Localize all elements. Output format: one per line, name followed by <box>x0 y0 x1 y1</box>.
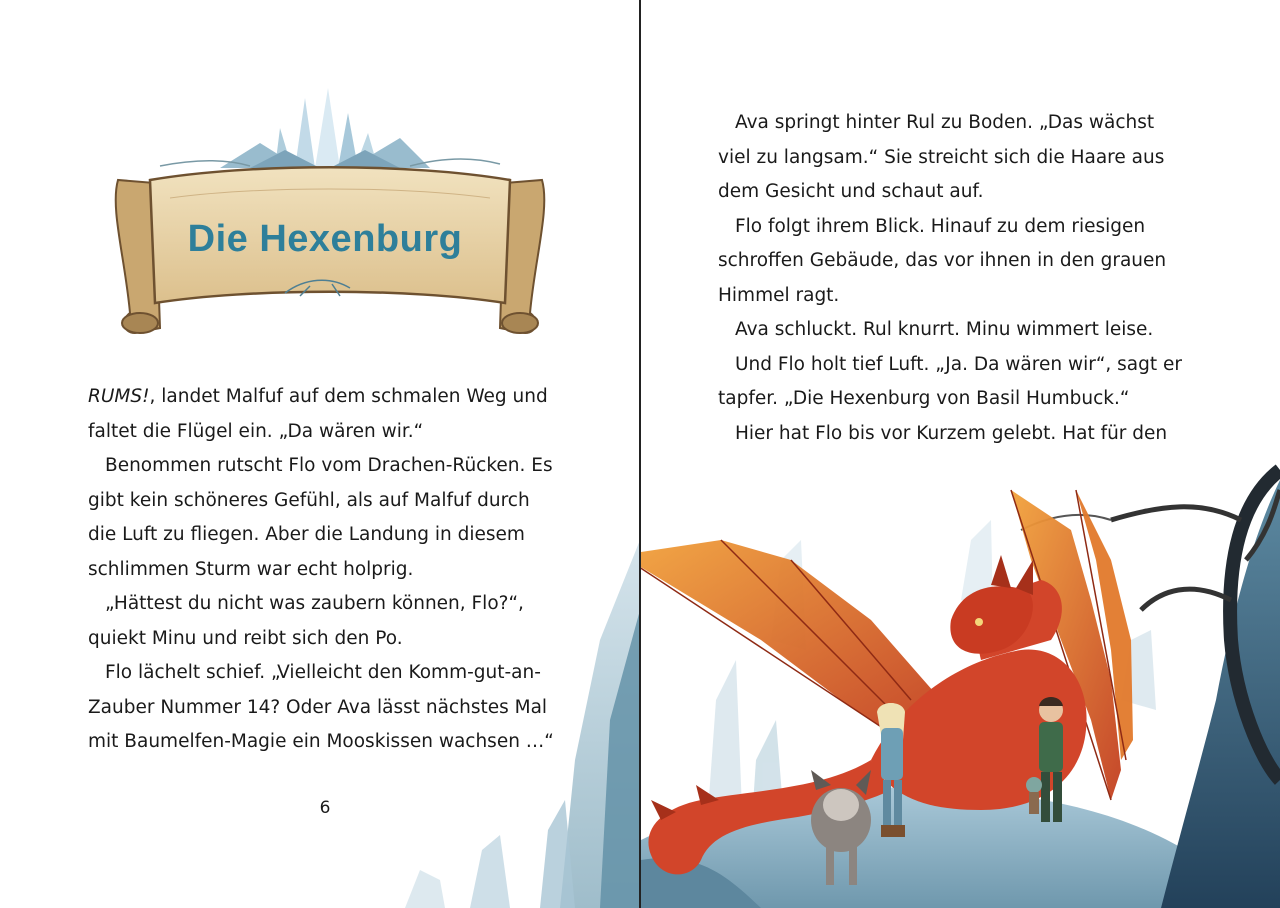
text-line: Ava springt hinter Rul zu Boden. „Das wächst <box>735 112 1155 133</box>
text-line: mit Baumelfen-Magie ein Mooskissen wachsen …“ <box>88 731 554 752</box>
text-line: RUMS!, landet Malfuf auf dem schmalen Weg und <box>88 386 548 407</box>
text-line: Flo lächelt schief. „Vielleicht den Komm-gut-an- <box>105 662 541 683</box>
text-line: Himmel ragt. <box>718 284 840 306</box>
dragon-scene-illustration <box>641 0 1280 908</box>
text-line: gibt kein schöneres Gefühl, als auf Malfuf durch <box>88 489 530 511</box>
right-page <box>641 0 1280 908</box>
text-line: Flo folgt ihrem Blick. Hinauf zu dem riesigen <box>735 215 1146 237</box>
text-line: Hier hat Flo bis vor Kurzem gelebt. Hat für den <box>735 422 1168 444</box>
text-line: viel zu langsam.“ Sie streicht sich die Haare aus <box>718 146 1165 168</box>
text-line: schlimmen Sturm war echt holprig. <box>88 558 414 580</box>
page-number: 6 <box>319 798 331 818</box>
text-line: dem Gesicht und schaut auf. <box>718 181 984 202</box>
text-line: schroffen Gebäude, das vor ihnen in den grauen <box>718 250 1167 271</box>
ice-crystals-decoration <box>160 88 500 168</box>
text-line: quiekt Minu und reibt sich den Po. <box>88 627 403 649</box>
text-line: Ava schluckt. Rul knurrt. Minu wimmert leise. <box>735 319 1154 340</box>
text-line: faltet die Flügel ein. „Da wären wir.“ <box>88 420 424 442</box>
text-line: Benommen rutscht Flo vom Drachen-Rücken. Es <box>105 455 553 476</box>
text-line: „Hättest du nicht was zaubern können, Flo?“, <box>105 593 524 614</box>
text-line: Und Flo holt tief Luft. „Ja. Da wären wir“, sagt er <box>735 353 1183 375</box>
text-line: Zauber Nummer 14? Oder Ava lässt nächstes Mal <box>88 696 548 718</box>
left-body-text <box>88 380 588 760</box>
chapter-title: Die Hexenburg <box>187 218 463 260</box>
text-line: tapfer. „Die Hexenburg von Basil Humbuck.“ <box>718 388 1130 409</box>
text-line: die Luft zu fliegen. Aber die Landung in diesem <box>88 524 525 545</box>
